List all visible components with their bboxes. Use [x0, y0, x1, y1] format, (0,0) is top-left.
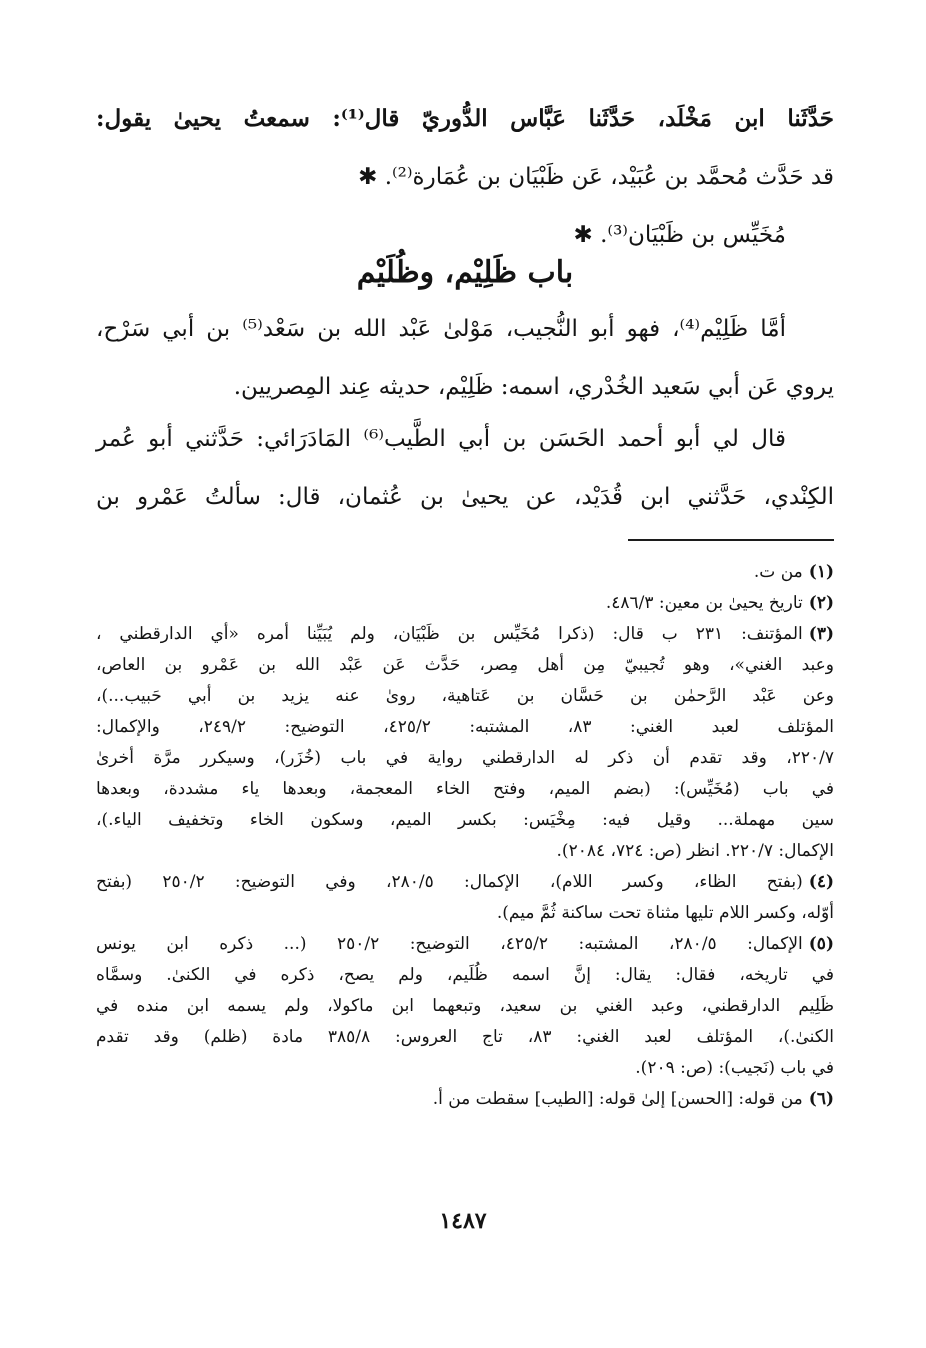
footnote-text: وعن عَبْد الرَّحمٰن بن حَسَّان بن عَتاهية، روىٰ عنه يزيد بن أبي حَبيب...)،	[96, 686, 834, 706]
page-number: ١٤٨٧	[439, 1208, 487, 1234]
text-line: أمَّا ظَلِيْم⁽⁴⁾، فهو أبو النُّجيب، مَوْلىٰ عَبْد الله بن سَعْد⁽⁵⁾ بن أبي سَرْح،	[96, 316, 786, 342]
paragraph-isnad-1	[96, 90, 834, 264]
text-line: حَدَّثَنا ابن مَخْلَد، حَدَّثَنا عَبَّاس الدُّوريّ قال⁽¹⁾: سمعتُ يحيىٰ يقول:	[96, 105, 834, 132]
footnote-number: (٦)	[808, 1089, 834, 1109]
footnote-2	[96, 588, 834, 619]
footnote-text: أوّله، وكسر اللام تليها مثناة تحت ساكنة ثُمَّ ميم).	[496, 903, 834, 923]
footnote-text: تاريخ يحيىٰ بن معين: ٤٨٦/٣.	[605, 593, 803, 613]
text-line: قال لي أبو أحمد الحَسَن بن أبي الطَّيب⁽⁶⁾ المَادَرَائي: حَدَّثني أبو عُمر	[96, 426, 787, 452]
footnote-text: (بفتح الظاء، وكسر اللام)، الإكمال: ٢٨٠/٥، وفي التوضيح: ٢٥٠/٢ (بفتح	[96, 872, 803, 892]
footnote-number: (٤)	[808, 872, 834, 892]
text-line: يروي عَن أبي سَعيد الخُدْري، اسمه: ظَلِيْم، حديثه عِند المِصريين.	[233, 374, 834, 400]
footnote-separator	[628, 539, 834, 541]
footnote-3	[96, 619, 834, 867]
paragraph-zalim	[96, 300, 834, 416]
footnote-text: من قوله: [الحسن] إلىٰ قوله: [الطيب] سقطت من أ.	[432, 1089, 803, 1109]
footnote-text: سين مهملة... وقيل فيه: مِخْيَس: بكسر الميم، وسكون الخاء وتخفيف الياء.)،	[96, 810, 834, 830]
paragraph-madarai	[96, 410, 834, 526]
footnote-4	[96, 867, 834, 929]
footnote-5	[96, 929, 834, 1084]
footnote-number: (٢)	[808, 593, 834, 613]
footnote-text: وعبد الغني»، وهو تُجيبيّ مِن أهل مِصر، حَدَّث عَن عَبْد الله بن عَمْرو بن العاص،	[96, 655, 834, 675]
footnote-text: في باب (مُخَيِّس): (بضم الميم، وفتح الخاء المعجمة، وبعدها ياء مشددة، وبعدها	[96, 779, 834, 799]
footnote-text: الإكمال: ٢٢٠/٧. انظر (ص: ٧٢٤، ٢٠٨٤).	[556, 841, 834, 861]
footnote-number: (٣)	[808, 624, 834, 644]
footnote-text: ٢٢٠/٧، وقد تقدم أن ذكر له الدارقطني رواية في باب (خُزَر)، وسيكرر مرَّة أخرىٰ	[96, 748, 834, 768]
footnote-text: الكنىٰ.)، المؤتلف لعبد الغني: ٨٣، تاج العروس: ٣٨٥/٨ مادة (ظلم) وقد تقدم	[96, 1027, 835, 1047]
text-line: الكِنْدي، حَدَّثني ابن قُدَيْد، عن يحيىٰ بن عُثمان، قال: سألتُ عَمْرو بن	[96, 484, 834, 510]
footnote-text: المؤتلف لعبد الغني: ٨٣، المشتبه: ٤٢٥/٢، التوضيح: ٢٤٩/٢، والإكمال:	[96, 717, 835, 737]
footnote-text: في تاريخه، فقال: يقال: إنَّ اسمه ظُلَيم، ولم يصح، ذكره في الكنىٰ. وسمَّاه	[96, 965, 834, 985]
footnote-text: ظَلِيم الدارقطني، وعبد الغني بن سعيد، وتبعهما ابن ماكولا، ولم يسمه ابن منده في	[96, 996, 834, 1016]
footnote-text: الإكمال: ٢٨٠/٥، المشتبه: ٤٢٥/٢، التوضيح: ٢٥٠/٢ (... ذكره ابن يونس	[96, 934, 803, 954]
footnote-number: (١)	[808, 562, 834, 582]
footnote-6	[96, 1084, 834, 1115]
footnote-1	[96, 557, 834, 588]
footnote-text: المؤتنف: ٢٣١ ب قال: (ذكرا مُخَيِّس بن ظَبْيَان، ولم يُبَيِّنا أمره «أي الدارقطني ،	[96, 624, 803, 644]
footnote-text: من ت.	[753, 562, 803, 582]
footnotes	[96, 557, 834, 1115]
text-line: قد حَدَّث مُحمَّد بن عُبَيْد، عَن ظَبْيَان بن عُمَارة⁽²⁾. ✱	[358, 164, 834, 190]
chapter-heading: باب ظَلِيْم، وظُلَيْم	[356, 255, 574, 290]
footnote-text: في باب (نَجيب): (ص: ٢٠٩).	[635, 1058, 834, 1078]
footnote-number: (٥)	[808, 934, 834, 954]
text-line: مُخَيِّس بن ظَبْيَان⁽³⁾. ✱	[573, 222, 786, 248]
